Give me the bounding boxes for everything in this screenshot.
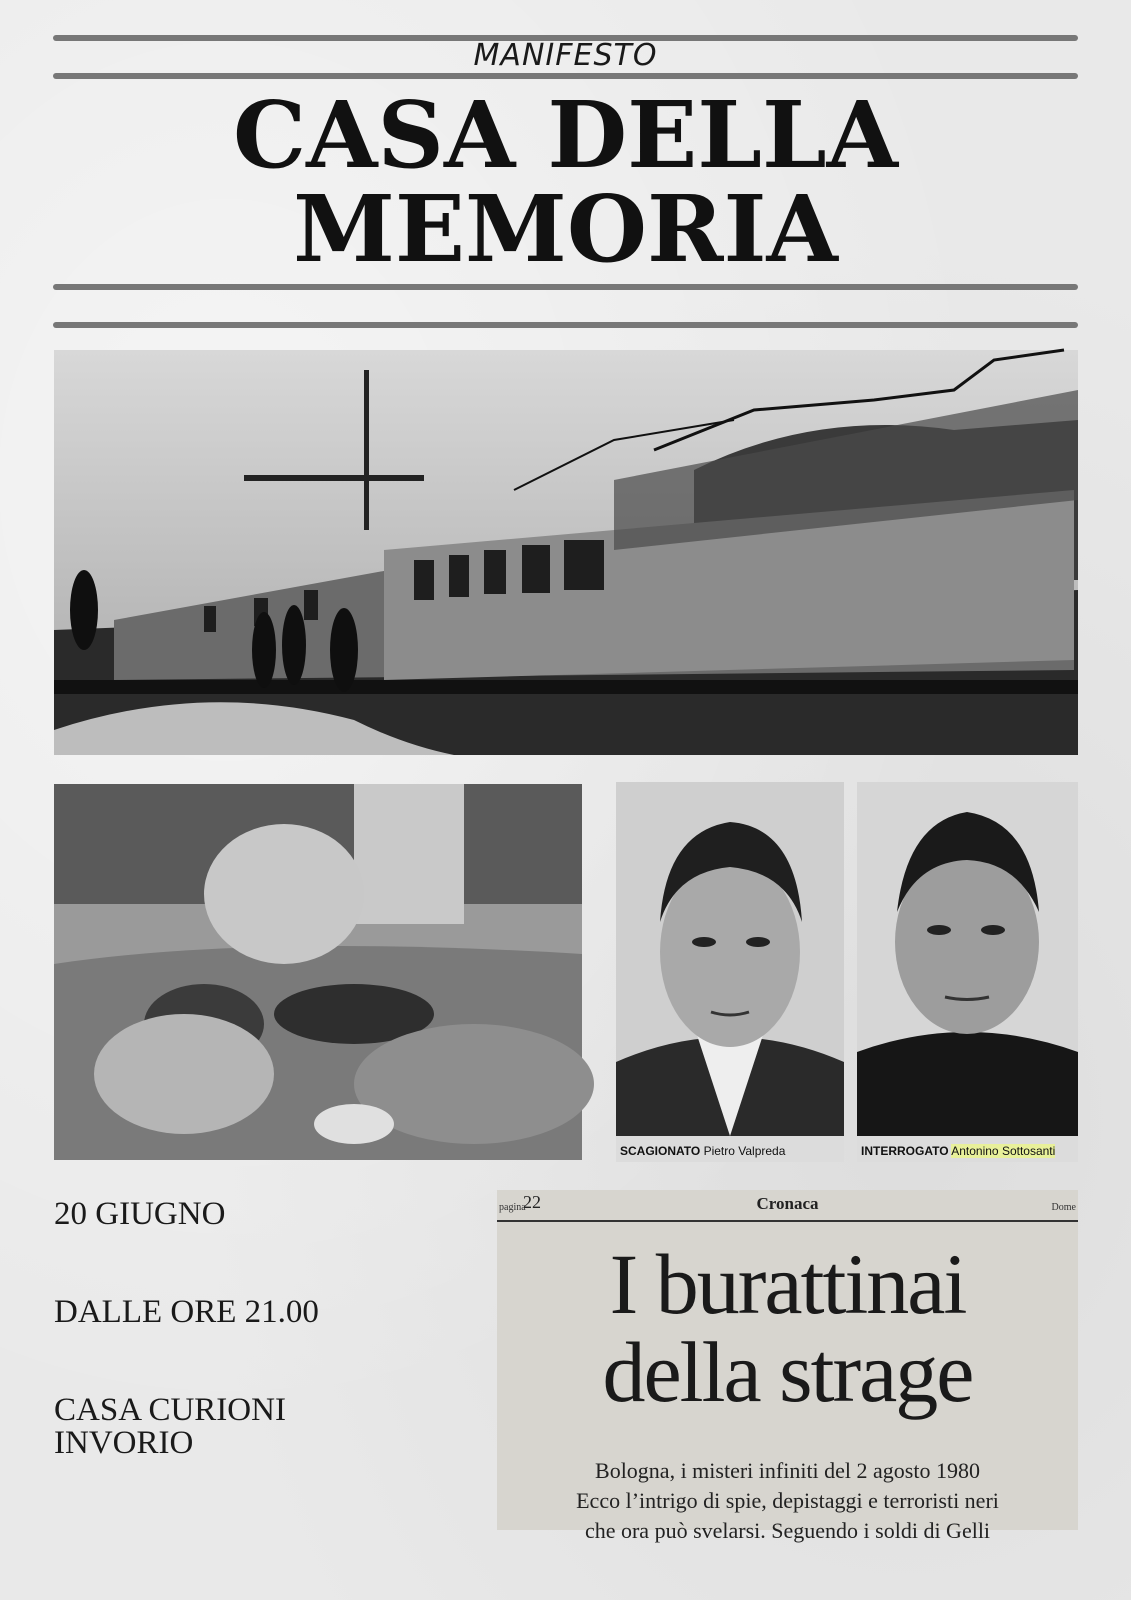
caption-left-label: SCAGIONATO bbox=[620, 1144, 701, 1158]
caption-left-name: Pietro Valpreda bbox=[703, 1144, 786, 1158]
event-time: DALLE ORE 21.00 bbox=[54, 1294, 319, 1330]
clipping-subheadline bbox=[497, 1456, 1078, 1546]
top-rule-2 bbox=[53, 73, 1078, 79]
clipping-sub-line-2: Ecco l’intrigo di spie, depistaggi e terroristi neri bbox=[576, 1488, 999, 1513]
caption-portrait-right bbox=[857, 1136, 1078, 1162]
title-line-1: CASA DELLA bbox=[232, 81, 899, 189]
clipping-sub-line-3: che ora può svelarsi. Seguendo i soldi di Gelli bbox=[584, 1518, 991, 1543]
clipping-sub-line-1: Bologna, i misteri infiniti del 2 agosto 1980 bbox=[595, 1458, 980, 1483]
station-scene-photo bbox=[54, 784, 582, 1160]
page-title bbox=[0, 81, 1131, 283]
portrait-photo-right bbox=[857, 782, 1078, 1162]
event-venue bbox=[54, 1394, 286, 1460]
clipping-page-label: pagina bbox=[499, 1202, 526, 1213]
caption-right-label: INTERROGATO bbox=[861, 1144, 949, 1158]
kicker-manifesto: MANIFESTO bbox=[473, 38, 658, 73]
clipping-headline-line-2: della strage bbox=[602, 1324, 973, 1420]
bottom-rule-2 bbox=[53, 322, 1078, 328]
newspaper-clipping bbox=[497, 1190, 1078, 1543]
venue-line-1: CASA CURIONI bbox=[54, 1392, 286, 1428]
caption-right-name: Antonino Sottosanti bbox=[951, 1144, 1056, 1158]
caption-portrait-left bbox=[616, 1136, 844, 1162]
clipping-headline bbox=[497, 1236, 1078, 1420]
clipping-header-bar bbox=[497, 1190, 1078, 1222]
burned-train-photo bbox=[54, 350, 1078, 755]
title-line-2: MEMORIA bbox=[293, 175, 838, 283]
clipping-section: Cronaca bbox=[756, 1194, 819, 1213]
bottom-rule-1 bbox=[53, 284, 1078, 290]
clipping-headline-line-1: I burattinai bbox=[609, 1236, 966, 1332]
venue-line-2: INVORIO bbox=[54, 1425, 194, 1461]
clipping-page-number: 22 bbox=[523, 1192, 541, 1212]
event-date: 20 GIUGNO bbox=[54, 1196, 226, 1232]
clipping-weekday: Dome bbox=[1051, 1202, 1076, 1213]
portrait-photo-left bbox=[616, 782, 844, 1162]
